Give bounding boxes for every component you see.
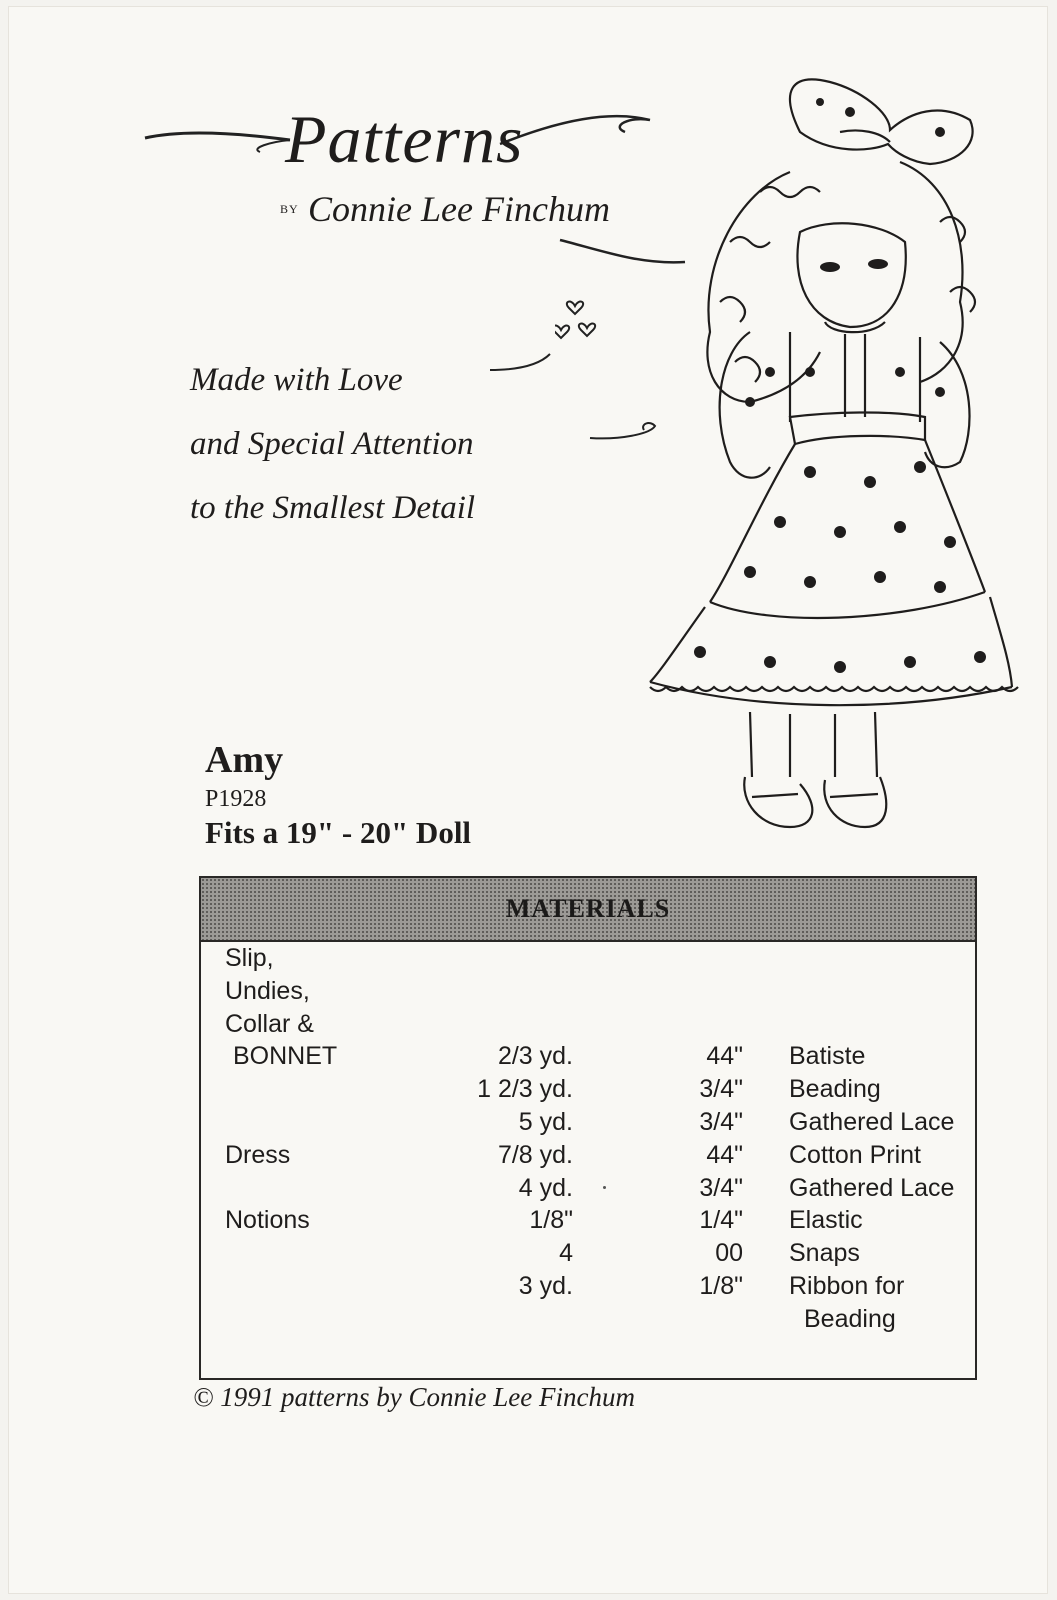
doll-size: Fits a 19" - 20" Doll (205, 815, 472, 850)
materials-rows (201, 942, 975, 1336)
material-description: Snaps (789, 1239, 860, 1268)
table-row (201, 975, 975, 1008)
table-row (201, 1172, 975, 1205)
material-width: 3/4" (699, 1173, 743, 1202)
material-item: Undies, (225, 976, 310, 1005)
material-width: 00 (715, 1239, 743, 1268)
materials-header: MATERIALS (201, 878, 975, 942)
material-width: 1/4" (699, 1206, 743, 1235)
material-description: Batiste (789, 1042, 866, 1071)
table-row (201, 942, 975, 975)
material-quantity: 2/3 yd. (497, 1042, 573, 1071)
material-description: Cotton Print (789, 1140, 922, 1169)
material-quantity: 1/8" (529, 1206, 573, 1235)
material-quantity: 4 (559, 1239, 573, 1268)
material-quantity: 5 yd. (518, 1107, 573, 1136)
table-row (201, 1008, 975, 1041)
logo-designer-name: Connie Lee Finchum (308, 189, 610, 229)
table-row (201, 1139, 975, 1172)
table-row (201, 1040, 975, 1073)
material-description: Gathered Lace (789, 1107, 955, 1136)
material-quantity: 4 yd. (518, 1173, 573, 1202)
material-width: 1/8" (699, 1271, 743, 1300)
material-description: Beading (804, 1304, 896, 1333)
material-item: BONNET (233, 1042, 338, 1071)
hearts-icon (555, 292, 605, 347)
pattern-code: P1928 (205, 786, 267, 812)
material-item: Notions (225, 1206, 310, 1235)
table-row (201, 1204, 975, 1237)
material-quantity: 1 2/3 yd. (477, 1075, 573, 1104)
pattern-name: Amy (205, 739, 284, 781)
material-item: Dress (225, 1140, 291, 1169)
material-width: 44" (706, 1042, 743, 1071)
material-description: Elastic (789, 1206, 863, 1235)
table-row (201, 1237, 975, 1270)
brand-logo (140, 90, 700, 280)
pattern-info (205, 738, 471, 851)
logo-by: BY (280, 202, 299, 216)
material-description: Beading (789, 1075, 881, 1104)
material-width: 3/4" (699, 1107, 743, 1136)
materials-table (199, 876, 977, 1380)
table-row (201, 1106, 975, 1139)
table-row (201, 1073, 975, 1106)
material-width: 44" (706, 1140, 743, 1169)
speck (603, 1186, 606, 1189)
material-quantity: 7/8 yd. (497, 1140, 573, 1169)
material-description: Gathered Lace (789, 1173, 955, 1202)
table-row (201, 1303, 975, 1336)
table-row (201, 1270, 975, 1303)
logo-title: Patterns (285, 101, 524, 177)
material-description: Ribbon for (789, 1271, 905, 1300)
copyright: © 1991 patterns by Connie Lee Finchum (193, 1382, 635, 1412)
material-item: Slip, (225, 944, 274, 972)
tagline-line-3: to the Smallest Detail (190, 490, 476, 526)
doll-illustration (640, 72, 1020, 842)
material-quantity: 3 yd. (518, 1271, 573, 1300)
tagline-line-2: and Special Attention (190, 426, 474, 462)
material-item: Collar & (225, 1009, 314, 1038)
tagline-flourish (0, 340, 700, 540)
material-width: 3/4" (699, 1075, 743, 1104)
tagline-line-1: Made with Love (190, 362, 403, 398)
